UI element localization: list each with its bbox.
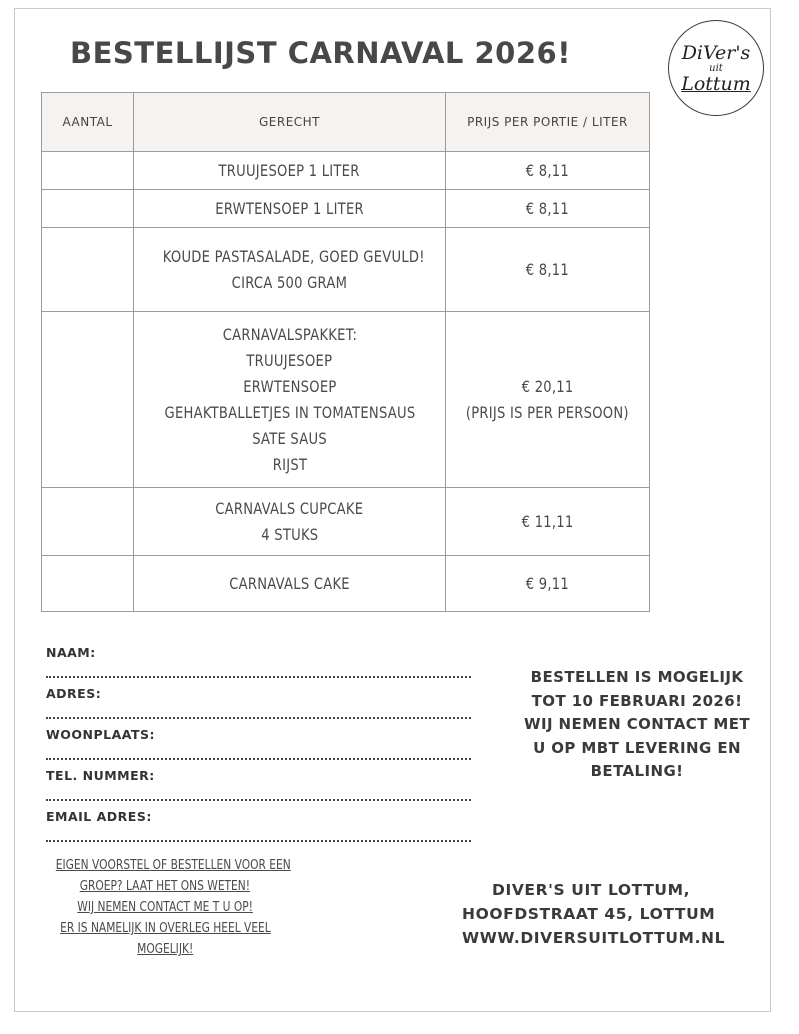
dish-line: TRUUJESOEP 1 LITER (218, 160, 361, 180)
table-row (42, 312, 650, 488)
dish-cell (134, 556, 446, 612)
dish-line: KOUDE PASTASALADE, GOED GEVULD! (162, 246, 425, 266)
price-line: (PRIJS IS PER PERSOON) (466, 402, 629, 422)
address-website[interactable]: WWW.DIVERSUITLOTTUM.NL (462, 929, 726, 947)
header-aantal: AANTAL (42, 93, 134, 152)
dish-line: CARNAVALS CUPCAKE (215, 498, 364, 518)
table-row (42, 152, 650, 190)
dish-line: GEHAKTBALLETJES IN TOMATENSAUS (164, 402, 415, 422)
quantity-cell[interactable] (42, 190, 134, 228)
proposal-line: ER IS NAMELIJK IN OVERLEG HEEL VEEL (59, 921, 271, 936)
dish-cell (134, 190, 446, 228)
adres-line[interactable] (46, 701, 471, 719)
table-row (42, 556, 650, 612)
dish-cell (134, 488, 446, 556)
dish-line: ERWTENSOEP (242, 376, 337, 396)
logo-line-2: uit (709, 62, 723, 74)
price-cell (446, 228, 650, 312)
table-row (42, 228, 650, 312)
dish-line: CARNAVALSPAKKET: (222, 324, 357, 344)
price-cell (446, 556, 650, 612)
email-line[interactable] (46, 824, 471, 842)
naam-label: NAAM: (46, 645, 96, 660)
price-line: € 8,11 (525, 198, 570, 218)
price-cell (446, 152, 650, 190)
divers-logo (668, 20, 764, 116)
price-cell (446, 312, 650, 488)
quantity-cell[interactable] (42, 488, 134, 556)
dish-line: TRUUJESOEP (246, 350, 333, 370)
price-cell (446, 488, 650, 556)
woonplaats-label: WOONPLAATS: (46, 727, 156, 742)
email-label: EMAIL ADRES: (46, 809, 152, 824)
woonplaats-line[interactable] (46, 742, 471, 760)
tel-line[interactable] (46, 783, 471, 801)
header-gerecht: GERECHT (134, 93, 446, 152)
notice-line: U OP MBT LEVERING EN (533, 738, 741, 757)
table-row (42, 488, 650, 556)
proposal-line: MOGELIJK! (136, 942, 194, 957)
quantity-cell[interactable] (42, 228, 134, 312)
customer-form (46, 646, 471, 851)
dish-line: CIRCA 500 GRAM (231, 272, 348, 292)
price-line: € 11,11 (521, 511, 574, 531)
naam-line[interactable] (46, 660, 471, 678)
quantity-cell[interactable] (42, 312, 134, 488)
header-prijs: PRIJS PER PORTIE / LITER (446, 93, 650, 152)
dish-cell (134, 152, 446, 190)
dish-cell (134, 312, 446, 488)
order-deadline-notice (494, 666, 780, 784)
notice-line: WIJ NEMEN CONTACT MET (524, 715, 750, 733)
price-line: € 8,11 (525, 160, 570, 180)
address-block (462, 878, 725, 950)
quantity-cell[interactable] (42, 556, 134, 612)
dish-line: RIJST (272, 454, 307, 474)
adres-label: ADRES: (46, 686, 102, 701)
dish-line: ERWTENSOEP 1 LITER (215, 198, 364, 218)
price-cell (446, 190, 650, 228)
notice-line: BETALING! (590, 762, 684, 780)
dish-line: 4 STUKS (260, 524, 319, 544)
price-line: € 8,11 (525, 259, 570, 279)
notice-line: BESTELLEN IS MOGELIJK (530, 668, 744, 686)
address-name: DIVER'S UIT LOTTUM, (492, 881, 691, 899)
dish-line: SATE SAUS (252, 428, 327, 448)
price-line: € 20,11 (521, 376, 574, 396)
proposal-line: GROEP? LAAT HET ONS WETEN! (79, 879, 251, 894)
tel-label: TEL. NUMMER: (46, 768, 155, 783)
order-table-header (42, 93, 650, 152)
order-table (41, 92, 650, 612)
logo-line-3: Lottum (681, 72, 751, 95)
table-row (42, 190, 650, 228)
notice-line: TOT 10 FEBRUARI 2026! (531, 691, 743, 710)
proposal-line: EIGEN VOORSTEL OF BESTELLEN VOOR EEN (55, 858, 291, 873)
dish-line: CARNAVALS CAKE (229, 573, 350, 593)
address-street: HOOFDSTRAAT 45, LOTTUM (462, 905, 716, 923)
group-proposal-text (30, 855, 300, 960)
quantity-cell[interactable] (42, 152, 134, 190)
page-title: BESTELLIJST CARNAVAL 2026! (70, 36, 571, 70)
dish-cell (134, 228, 446, 312)
proposal-line: WIJ NEMEN CONTACT ME T U OP! (77, 900, 253, 915)
logo-line-1: DiVer's (681, 41, 751, 64)
price-line: € 9,11 (525, 573, 570, 593)
